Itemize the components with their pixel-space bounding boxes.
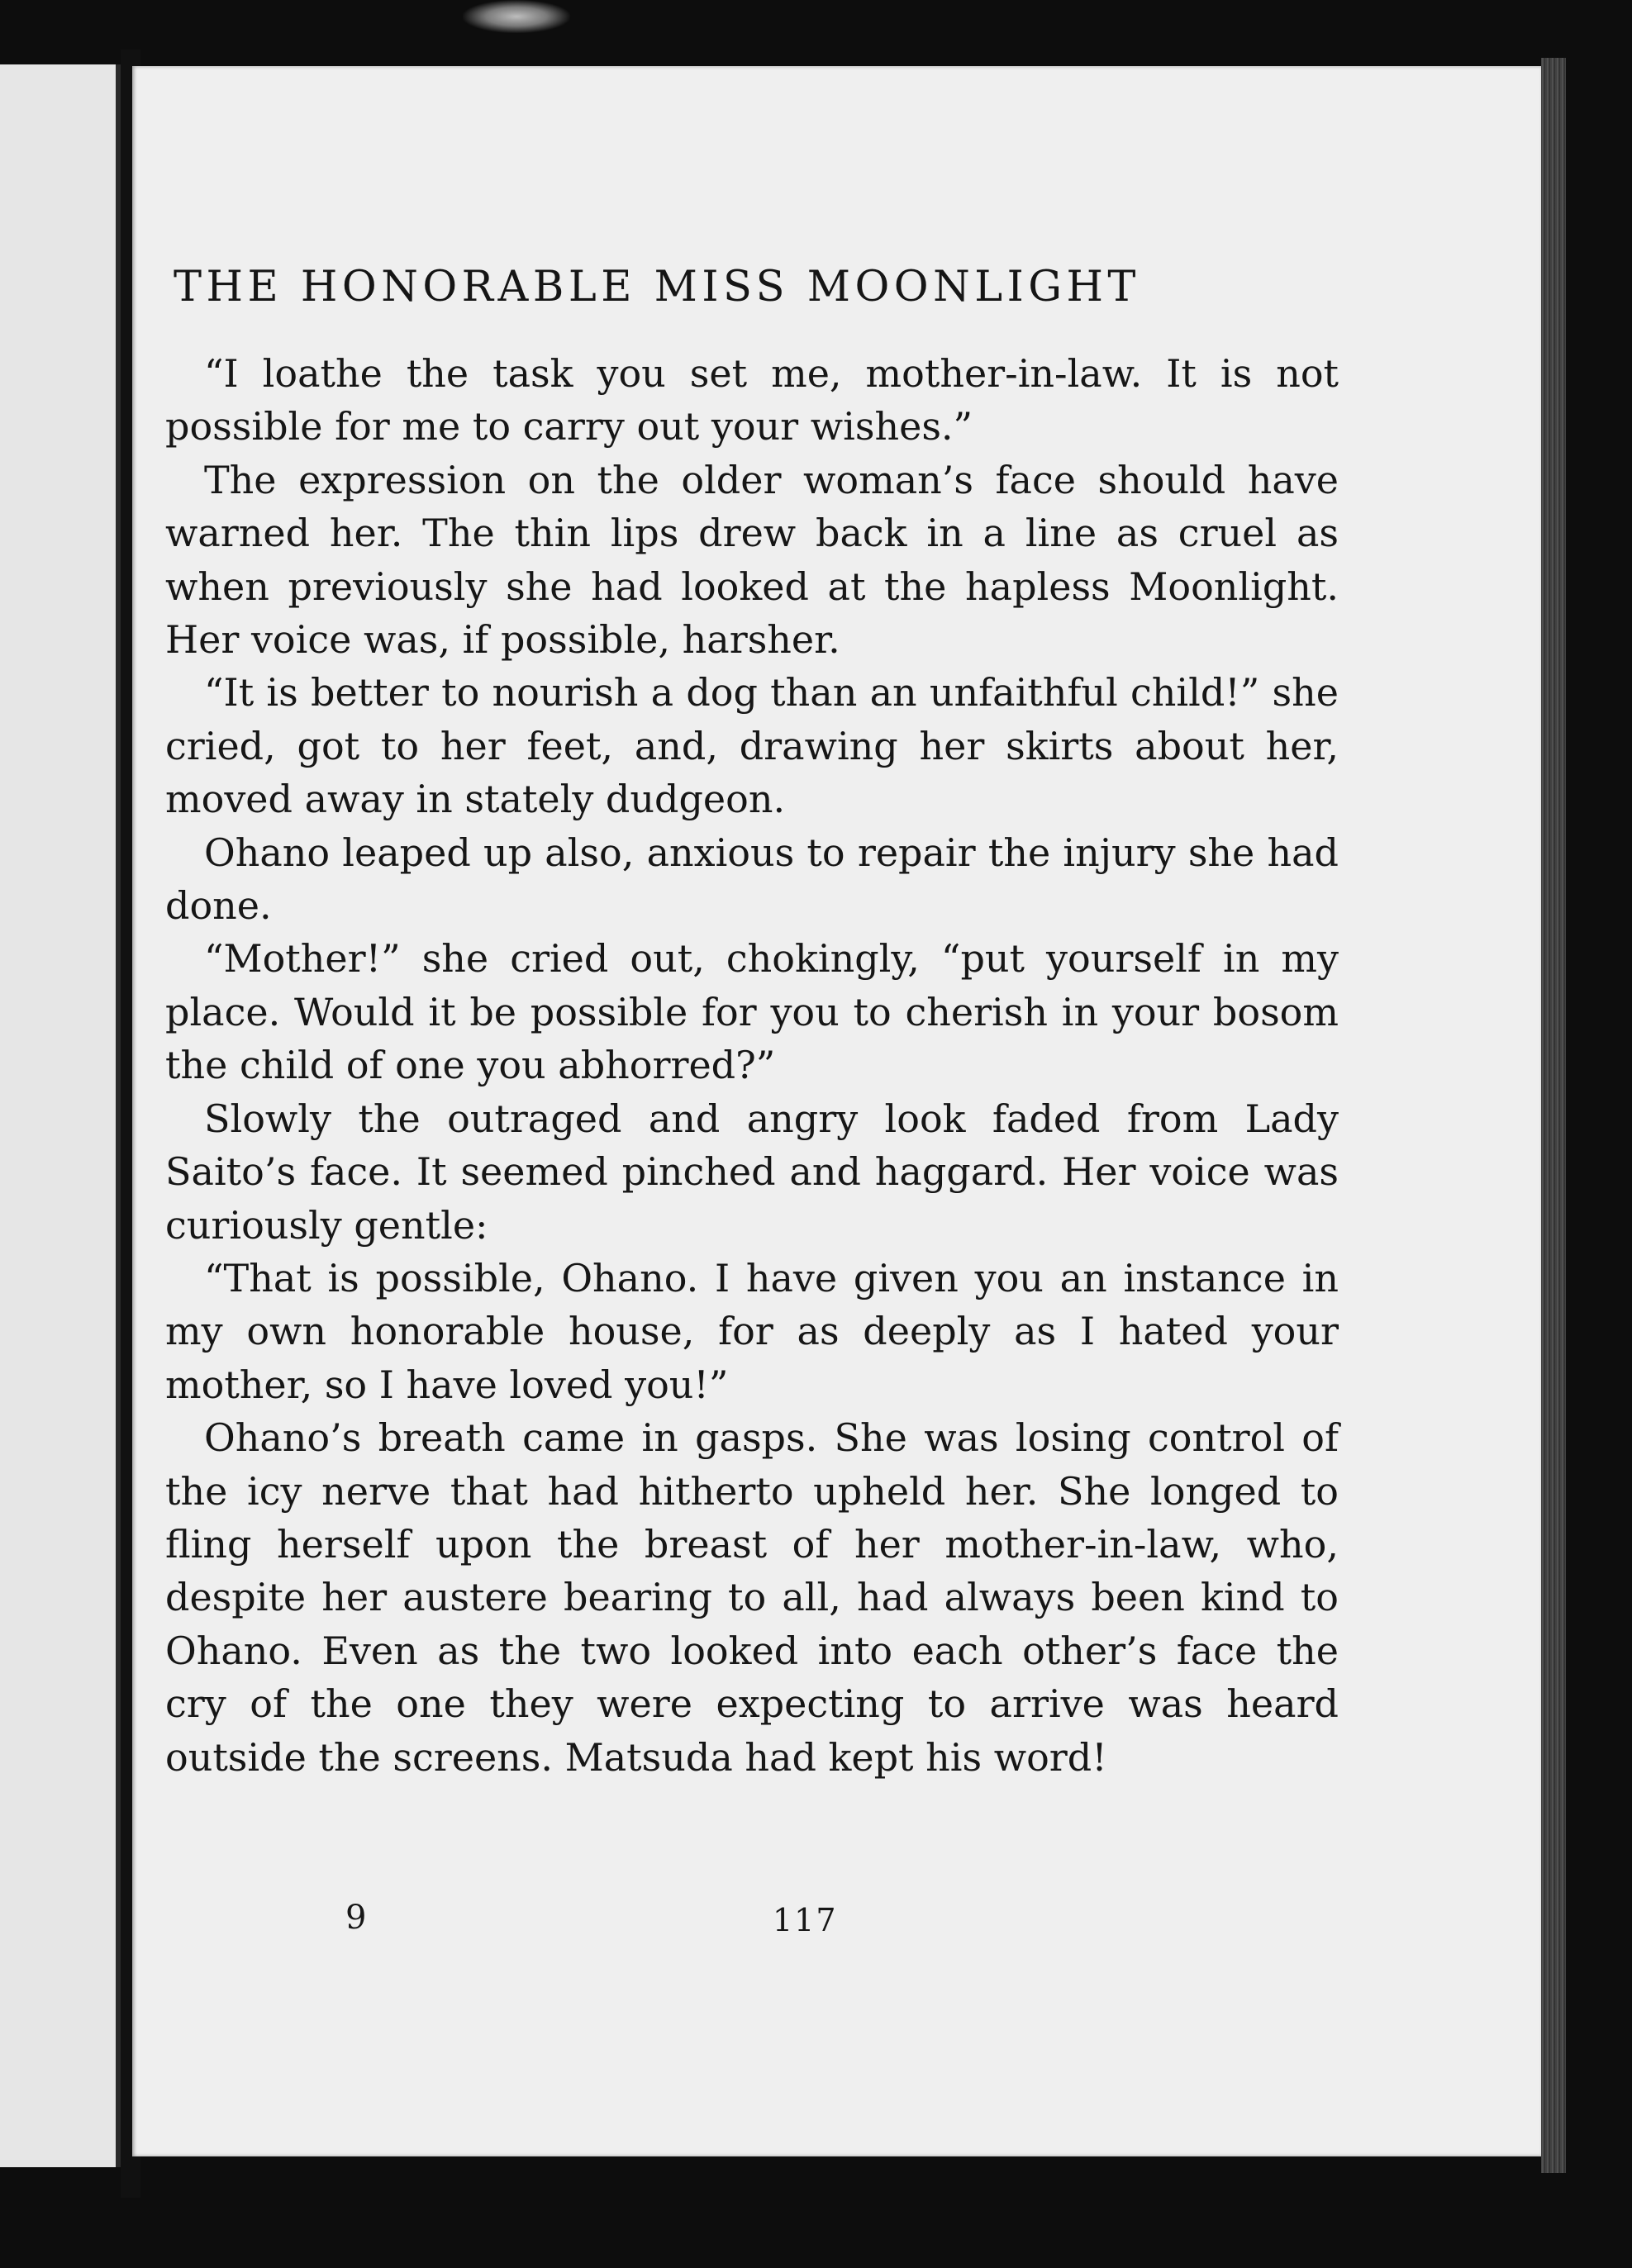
paragraph: “I loathe the task you set me, mother-in-law. It is not possible for me to carry out your wishes.” (165, 351, 1339, 449)
signature-mark: 9 (345, 1899, 367, 1937)
paragraph: “It is better to nourish a dog than an unfaithful child!” she cried, got to her feet, and, drawing her skirts about her, moved away in stately dudgeon. (165, 670, 1339, 822)
paragraph: Ohano’s breath came in gasps. She was losing control of the icy nerve that had hitherto upheld her. She longed to fling herself upon the breast of her mother-in-law, who, despite her austere bearing to all, had always been kind to Ohano. Even as the two looked into each other’s face the cry of the one they were expecting to arrive was heard outside the screens. Matsuda had kept his word! (165, 1415, 1339, 1780)
page-body-text (165, 347, 1339, 1784)
paragraph: The expression on the older woman’s face should have warned her. The thin lips drew back in a line as cruel as when previously she had looked at the hapless Moonlight. Her voice was, if possible, harsher. (165, 457, 1339, 663)
paragraph: “That is possible, Ohano. I have given you an instance in my own honorable house, for as deeply as I hated your mother, so I have loved you!” (165, 1255, 1339, 1407)
page-number: 117 (773, 1902, 838, 1938)
paragraph: “Mother!” she cried out, chokingly, “put yourself in my place. Would it be possible for you to cherish in your bosom the child of one you abhorred?” (165, 936, 1339, 1088)
paragraph: Slowly the outraged and angry look faded from Lady Saito’s face. It seemed pinched and haggard. Her voice was curiously gentle: (165, 1096, 1339, 1248)
facing-page-edge (0, 64, 121, 2167)
scan-dust-mark (463, 0, 570, 33)
paragraph: Ohano leaped up also, anxious to repair the injury she had done. (165, 830, 1339, 929)
running-head: THE HONORABLE MISS MOONLIGHT (174, 263, 1140, 311)
page-block-edge (1541, 58, 1566, 2173)
